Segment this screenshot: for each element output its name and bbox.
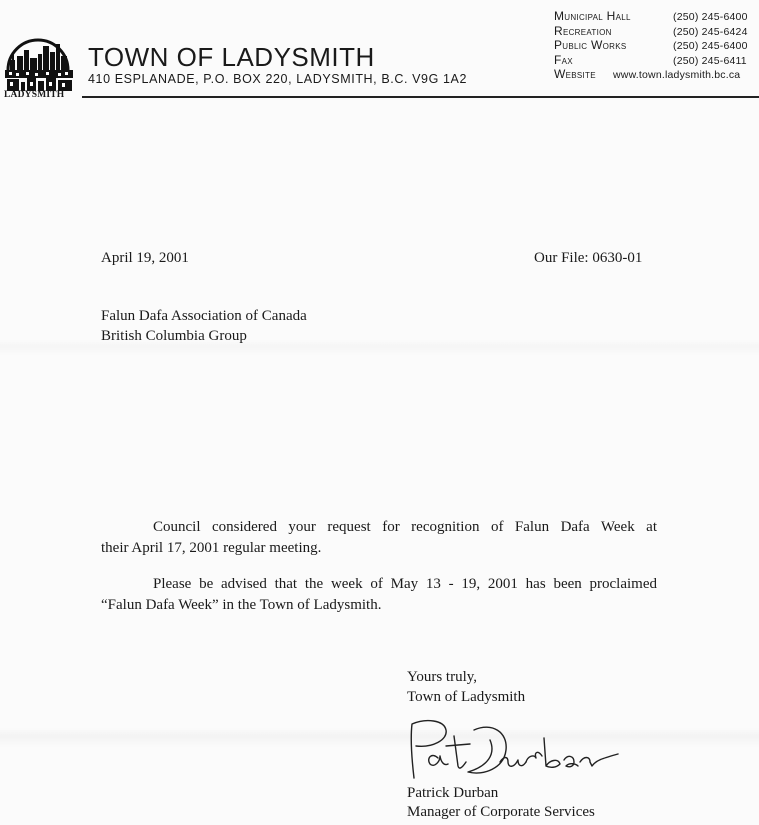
contact-label: Website — [554, 67, 596, 82]
letter-date: April 19, 2001 — [101, 250, 189, 266]
contact-value: (250) 245-6411 — [673, 54, 747, 67]
signer-title: Manager of Corporate Services — [407, 804, 595, 820]
signer-name: Patrick Durban — [407, 785, 499, 801]
website-link[interactable]: www.town.ladysmith.bc.ca — [613, 69, 741, 82]
contact-row-public-works — [554, 40, 759, 55]
letterhead-divider — [82, 96, 759, 98]
contact-value: (250) 245-6424 — [673, 25, 748, 38]
contact-label: Municipal Hall — [554, 9, 631, 23]
letterhead-address: 410 ESPLANADE, P.O. BOX 220, LADYSMITH, B.C. V9G 1A2 — [88, 72, 468, 86]
body-paragraph — [101, 574, 657, 616]
contact-value: (250) 245-6400 — [673, 40, 748, 53]
paragraph-line: Please be advised that the week of May 13 - 19, 2001 has been proclaimed — [153, 576, 657, 592]
paragraph-line: their April 17, 2001 regular meeting. — [101, 540, 322, 556]
contact-label: Fax — [554, 52, 573, 67]
paragraph-line: Council considered your request for recognition of Falun Dafa Week at — [153, 519, 657, 535]
contact-value: (250) 245-6400 — [673, 11, 748, 23]
recipient-line: Falun Dafa Association of Canada — [101, 308, 307, 324]
paragraph-line: “Falun Dafa Week” in the Town of Ladysmith. — [101, 597, 382, 613]
logo-label: LADYSMITH — [4, 90, 65, 100]
contact-label: Recreation — [554, 23, 612, 38]
letterhead-title: TOWN OF LADYSMITH — [88, 42, 375, 72]
recipient-line: British Columbia Group — [101, 328, 247, 344]
contact-list — [554, 11, 759, 84]
handwritten-signature — [404, 716, 626, 786]
body-paragraph — [101, 517, 657, 559]
closing-salutation: Yours truly, — [407, 669, 478, 685]
contact-label: Public Works — [554, 38, 627, 53]
contact-row-website — [554, 69, 759, 84]
closing-organization: Town of Ladysmith — [407, 689, 526, 705]
file-reference: Our File: 0630-01 — [534, 250, 643, 266]
